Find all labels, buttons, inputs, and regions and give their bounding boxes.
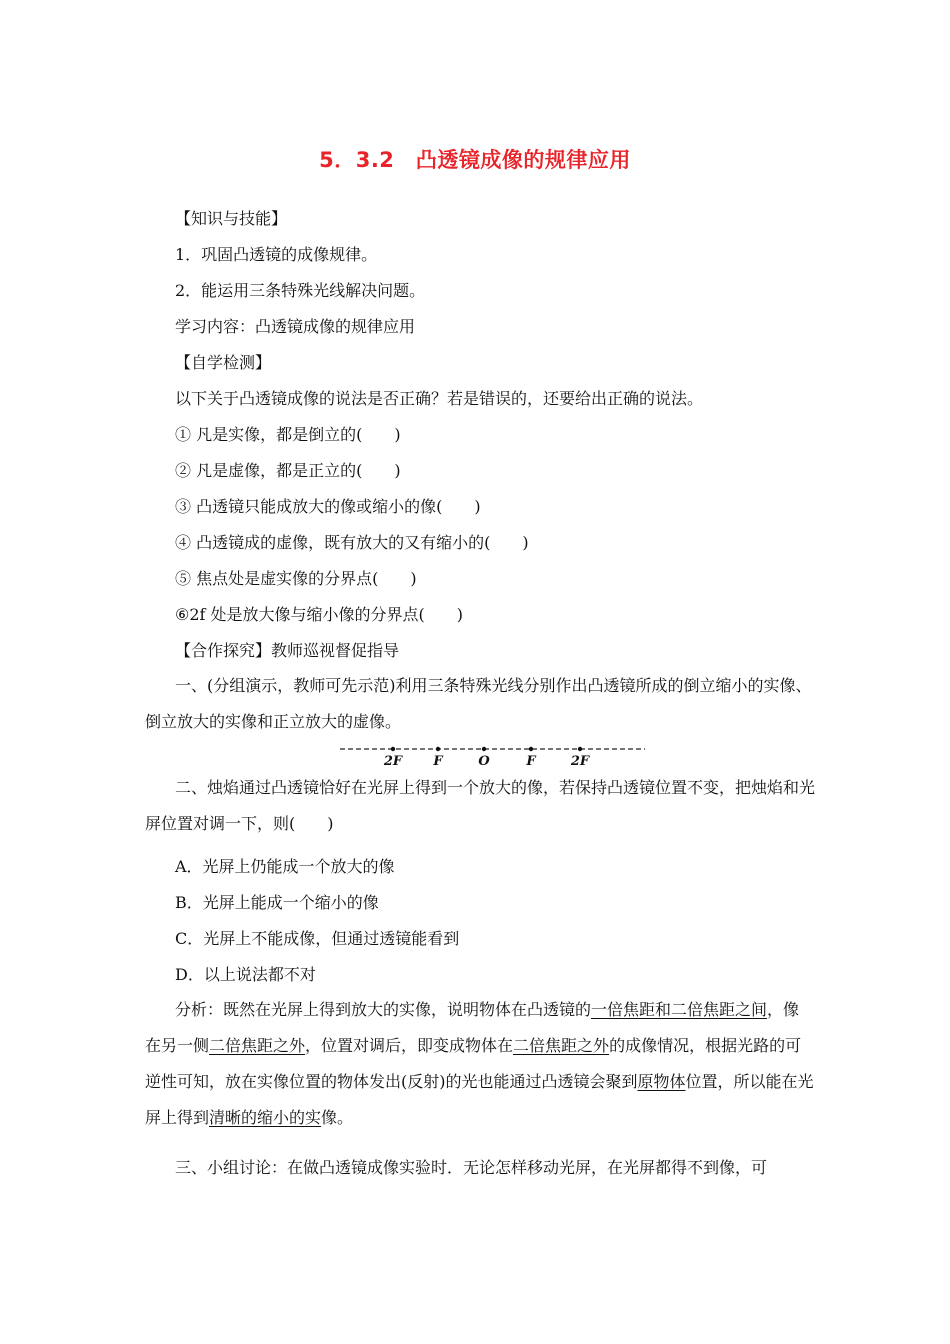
knowledge-item-2: 2．能运用三条特殊光线解决问题。 xyxy=(175,281,426,300)
section-heading-selfcheck: 【自学检测】 xyxy=(175,353,272,372)
axis-label-f-left: F xyxy=(433,754,443,769)
knowledge-item-1: 1．巩固凸透镜的成像规律。 xyxy=(175,245,378,264)
analysis-answer-4: 原物体 xyxy=(637,1072,686,1091)
selfcheck-item-3: ③ 凸透镜只能成放大的像或缩小的像( ) xyxy=(175,497,481,516)
analysis-paragraph xyxy=(145,992,815,1136)
axis-label-f-right: F xyxy=(526,754,536,769)
analysis-text: ，像在另一侧 xyxy=(145,1000,800,1055)
axis-point-o xyxy=(482,747,486,751)
option-d: D．以上说法都不对 xyxy=(175,965,316,984)
section-heading-knowledge: 【知识与技能】 xyxy=(175,209,288,228)
axis-label-o: O xyxy=(478,754,490,769)
axis-label-2f-left: 2F xyxy=(383,754,403,769)
option-b: B．光屏上能成一个缩小的像 xyxy=(175,893,379,912)
selfcheck-item-2: ② 凡是虚像，都是正立的( ) xyxy=(175,461,401,480)
analysis-answer-2: 二倍焦距之外 xyxy=(209,1036,306,1055)
selfcheck-intro: 以下关于凸透镜成像的说法是否正确？若是错误的，还要给出正确的说法。 xyxy=(175,389,704,408)
analysis-text: 的成像情况，根据光路的可逆性可知，放在实像位置的物体发出(反射)的光也能通过凸透镜会聚到 xyxy=(145,1036,802,1091)
page-title: 5．3.2 凸透镜成像的规律应用 xyxy=(319,148,631,172)
section-heading-coop: 【合作探究】教师巡视督促指导 xyxy=(175,641,400,660)
analysis-text: ，位置对调后，即变成物体在 xyxy=(305,1036,514,1055)
selfcheck-item-5: ⑤ 焦点处是虚实像的分界点( ) xyxy=(175,569,417,588)
question-3: 三、小组讨论：在做凸透镜成像实验时．无论怎样移动光屏，在光屏都得不到像，可 xyxy=(175,1158,768,1177)
analysis-text: 位置，所以能在光屏上得到 xyxy=(145,1072,814,1127)
axis-point-2f-left xyxy=(391,747,395,751)
analysis-text: 分析：既然在光屏上得到放大的实像，说明物体在凸透镜的 xyxy=(175,1000,592,1019)
analysis-answer-1: 一倍焦距和二倍焦距之间 xyxy=(591,1000,768,1019)
analysis-answer-3: 二倍焦距之外 xyxy=(513,1036,610,1055)
selfcheck-item-6: ⑥2f 处是放大像与缩小像的分界点( ) xyxy=(175,605,464,624)
analysis-text: 像。 xyxy=(321,1108,354,1127)
axis-point-f-left xyxy=(436,747,440,751)
learning-content: 学习内容：凸透镜成像的规律应用 xyxy=(175,317,416,336)
selfcheck-item-4: ④ 凸透镜成的虚像，既有放大的又有缩小的( ) xyxy=(175,533,529,552)
selfcheck-item-1: ① 凡是实像，都是倒立的( ) xyxy=(175,425,401,444)
option-a: A．光屏上仍能成一个放大的像 xyxy=(175,857,395,876)
axis-point-2f-right xyxy=(578,747,582,751)
option-c: C．光屏上不能成像，但通过透镜能看到 xyxy=(175,929,460,948)
axis-label-2f-right: 2F xyxy=(570,754,590,769)
axis-point-f-right xyxy=(529,747,533,751)
question-1: 一、(分组演示，教师可先示范)利用三条特殊光线分别作出凸透镜所成的倒立缩小的实像、倒立放大的实像和正立放大的虚像。 xyxy=(145,676,812,731)
analysis-answer-5: 清晰的缩小的实 xyxy=(209,1108,322,1127)
question-2: 二、烛焰通过凸透镜恰好在光屏上得到一个放大的像，若保持凸透镜位置不变，把烛焰和光屏位置对调一下，则( ) xyxy=(145,778,816,833)
